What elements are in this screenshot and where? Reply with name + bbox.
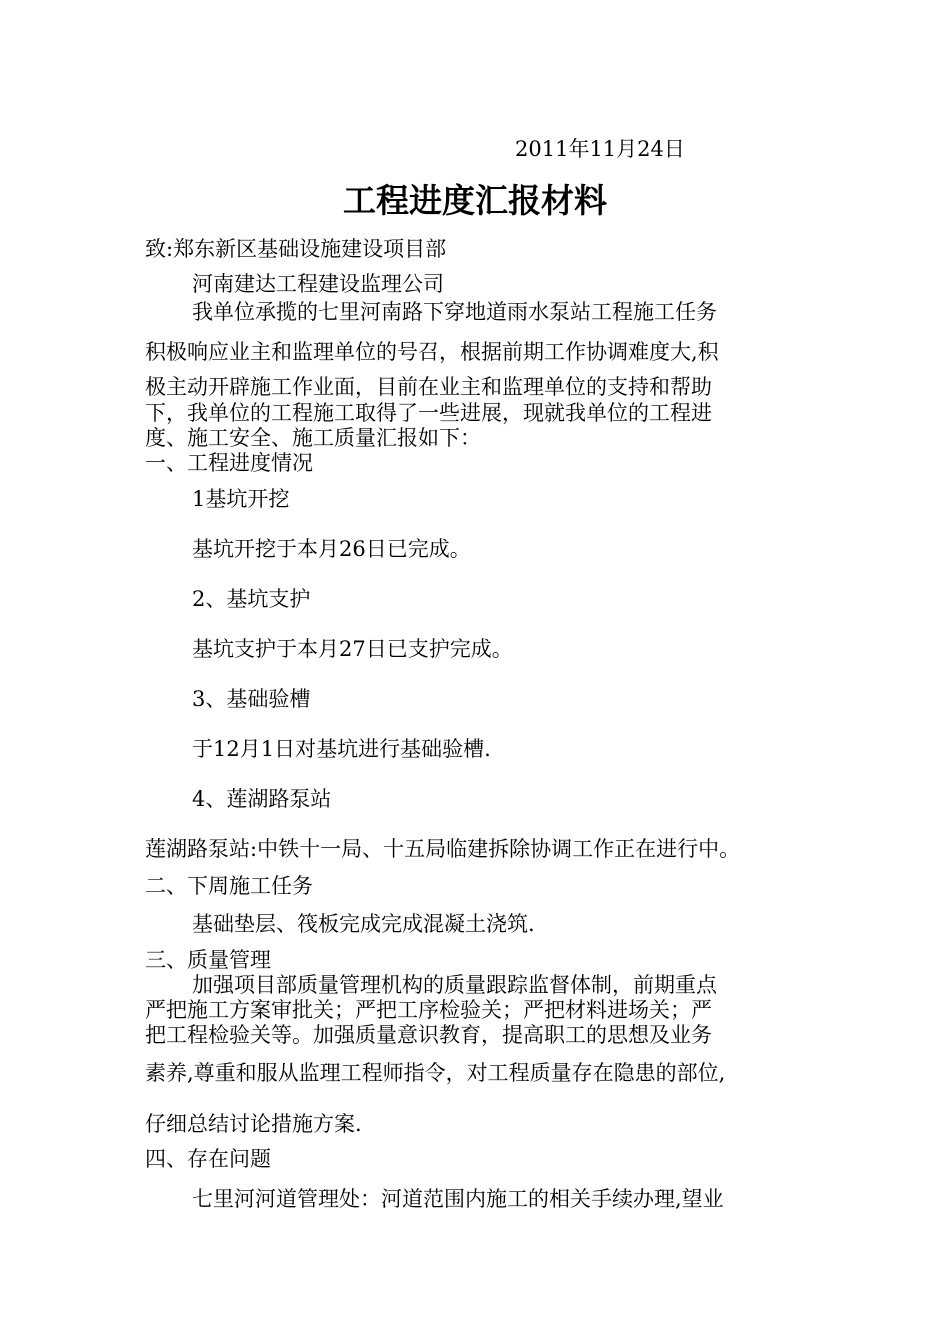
progress-item: 基坑开挖于本月26日已完成。 [192,537,471,561]
section-heading-quality: 三、质量管理 [145,948,271,972]
issues-line: 七里河河道管理处：河道范围内施工的相关手续办理,望业 [192,1187,724,1211]
progress-item: 基坑支护于本月27日已支护完成。 [192,637,513,661]
intro-line: 度、施工安全、施工质量汇报如下： [145,426,481,450]
recipient-line-2: 河南建达工程建设监理公司 [192,272,444,296]
progress-item: 1基坑开挖 [192,487,290,511]
quality-line: 把工程检验关等。加强质量意识教育，提高职工的思想及业务 [145,1023,712,1047]
progress-note: 莲湖路泵站:中铁十一局、十五局临建拆除协调工作正在进行中。 [145,837,741,861]
section-heading-progress: 一、工程进度情况 [145,451,313,475]
intro-line: 我单位承揽的七里河南路下穿地道雨水泵站工程施工任务 [192,300,717,324]
progress-item: 4、莲湖路泵站 [192,787,332,811]
progress-item: 2、基坑支护 [192,587,311,611]
document-title: 工程进度汇报材料 [343,181,607,220]
next-week-task: 基础垫层、筏板完成完成混凝土浇筑. [192,912,535,936]
section-heading-issues: 四、存在问题 [145,1147,271,1171]
quality-line: 素养,尊重和服从监理工程师指令，对工程质量存在隐患的部位, [145,1061,726,1085]
intro-line: 积极响应业主和监理单位的号召，根据前期工作协调难度大,积 [145,340,719,364]
quality-line: 加强项目部质量管理机构的质量跟踪监督体制，前期重点 [192,973,717,997]
progress-item: 3、基础验槽 [192,687,311,711]
progress-item: 于12月1日对基坑进行基础验槽. [192,737,491,761]
document-date: 2011年11月24日 [515,137,685,161]
quality-line: 严把施工方案审批关；严把工序检验关；严把材料进场关；严 [145,998,712,1022]
section-heading-next-week: 二、下周施工任务 [145,874,313,898]
recipient-line: 致:郑东新区基础设施建设项目部 [145,237,447,261]
intro-line: 下，我单位的工程施工取得了一些进展，现就我单位的工程进 [145,401,712,425]
quality-line: 仔细总结讨论措施方案. [145,1112,362,1136]
intro-line: 极主动开辟施工作业面，目前在业主和监理单位的支持和帮助 [145,375,712,399]
